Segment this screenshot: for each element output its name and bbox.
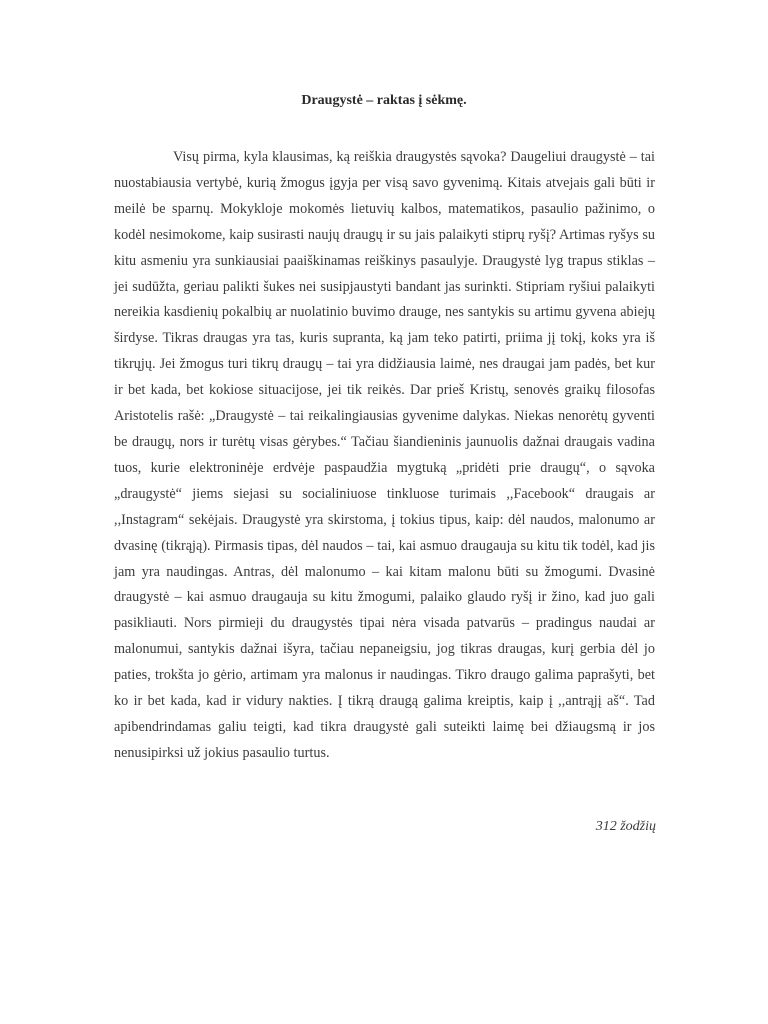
essay-paragraph: Visų pirma, kyla klausimas, ką reiškia draugystės sąvoka? Daugeliui draugystė – tai nuostabiausia vertybė, kurią žmogus įgyja per visą savo gyvenimą. Kitais atvejais gali būti ir meilė be sparnų. Mokykloje mokomės lietuvių kalbos, matematikos, pasaulio pažinimo, o kodėl nesimokome, kaip susirasti naujų draugų ir su jais palaikyti stiprų ryšį? Artimas ryšys su kitu asmeniu yra sunkiausiai paaiškinamas reiškinys pasaulyje. Draugystė lyg trapus stiklas – jei sudūžta, geriau palikti šukes nei susipjaustyti bandant jas surinkti. Stipriam ryšiui palaikyti nereikia kasdienių pokalbių ar nuolatinio buvimo drauge, nes santykis su artimu gyvena abiejų širdyse. Tikras draugas yra tas, kuris supranta, ką jam teko patirti, priima jį tokį, koks yra iš tikrųjų. Jei žmogus turi tikrų draugų – tai yra didžiausia laimė, nes draugai jam padės, bet kur ir bet kada, bet kokiose situacijose, jei tik reikės. Dar prieš Kristų, senovės graikų filosofas Aristotelis rašė: „Draugystė – tai reikalingiausias gyvenime dalykas. Niekas nenorėtų gyventi be draugų, nors ir turėtų visas gėrybes.“ Tačiau šiandieninis jaunuolis dažnai draugais vadina tuos, kurie elektroninėje erdvėje paspaudžia mygtuką „pridėti prie draugų“, o sąvoka „draugystė“ jiems siejasi su socialiniuose tinkluose turimais ,,Facebook“ draugais ar ,,Instagram“ sekėjais. Draugystė yra skirstoma, į tokius tipus, kaip: dėl naudos, malonumo ar dvasinę (tikrąją). Pirmasis tipas, dėl naudos – tai, kai asmuo draugauja su kitu tik todėl, kad jis jam yra naudingas. Antras, dėl malonumo – kai kitam malonu būti su žmogumi. Dvasinė draugystė – kai asmuo draugauja su kitu žmogumi, palaiko glaudo ryšį ir žino, kad juo gali pasikliauti. Nors pirmieji du draugystės tipai nėra visada patvarūs – pradingus naudai ar malonumui, santykis dažnai išyra, tačiau nepaneigsiu, jog tikras draugas, kurį gerbia dėl jo paties, trokšta jo gėrio, artimam yra malonus ir naudingas. Tikro draugo galima paprašyti, bet ko ir bet kada, kad ir vidury nakties. Į tikrą draugą galima kreiptis, kaip į ,,antrąjį aš“. Tad apibendrindamas galiu teigti, kad tikra draugystė gali suteikti laimę bei džiaugsmą ir jos nenusipirksi už jokius pasaulio turtus. — [114, 149, 655, 761]
word-count: 312 žodžių — [595, 819, 656, 834]
document-title: Draugystė – raktas į sėkmę. — [301, 93, 467, 108]
